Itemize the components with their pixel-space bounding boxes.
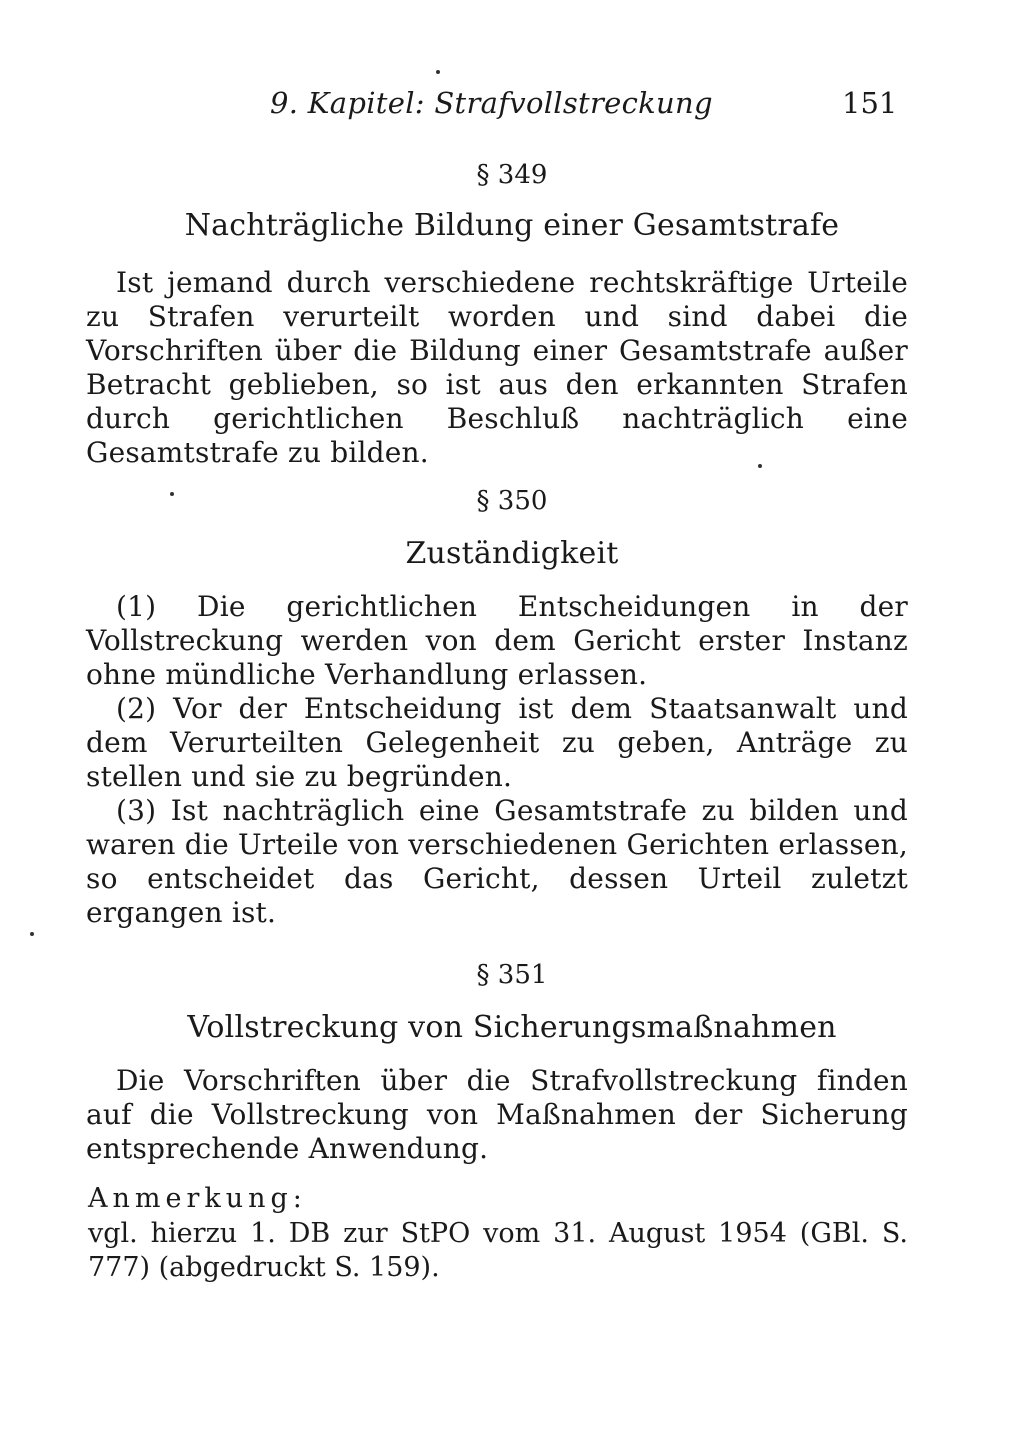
section-title-350: Zuständigkeit <box>405 536 619 571</box>
paragraph: Ist jemand durch verschiedene rechtskräftige Urteile zu Strafen verurteilt worden und sind dabei die Vorschriften über die Bildung einer Gesamtstrafe außer Betracht geblieben, so ist aus den erkannten Strafen durch gerichtlichen Beschluß nachträglich eine Gesamtstrafe zu bilden. <box>86 266 908 469</box>
scan-speck <box>436 70 440 74</box>
note-text: vgl. hierzu 1. DB zur StPO vom 31. August 1954 (GBl. S. 777) (abgedruckt S. 159). <box>88 1218 908 1283</box>
section-title-351: Vollstreckung von Sicherungsmaßnahmen <box>187 1010 837 1045</box>
paragraph: Die Vorschriften über die Strafvollstreckung finden auf die Vollstreckung von Maßnahmen der Sicherung entsprechende Anwendung. <box>86 1064 908 1165</box>
section-number-351: § 351 <box>476 960 548 990</box>
scan-speck <box>30 932 34 936</box>
section-body-349 <box>86 266 908 470</box>
scan-speck <box>758 464 762 468</box>
scan-speck <box>170 492 174 496</box>
section-body-350 <box>86 590 908 930</box>
section-body-351 <box>86 1064 908 1166</box>
page-number: 151 <box>842 86 898 120</box>
note-label: Anmerkung: <box>88 1183 307 1214</box>
running-title: 9. Kapitel: Strafvollstreckung <box>270 86 713 120</box>
section-title-349: Nachträgliche Bildung einer Gesamtstrafe <box>184 208 840 243</box>
section-number-350: § 350 <box>476 486 548 516</box>
paragraph: (3) Ist nachträglich eine Gesamtstrafe zu bilden und waren die Urteile von verschiedenen Gerichten erlassen, so entscheidet das Gericht, dessen Urteil zuletzt ergangen ist. <box>86 794 908 929</box>
paragraph: (1) Die gerichtlichen Entscheidungen in der Vollstreckung werden von dem Gericht erster Instanz ohne mündliche Verhandlung erlassen. <box>86 590 908 691</box>
paragraph: (2) Vor der Entscheidung ist dem Staatsanwalt und dem Verurteilten Gelegenheit zu geben, Anträge zu stellen und sie zu begründen. <box>86 692 908 793</box>
section-number-349: § 349 <box>476 160 548 190</box>
